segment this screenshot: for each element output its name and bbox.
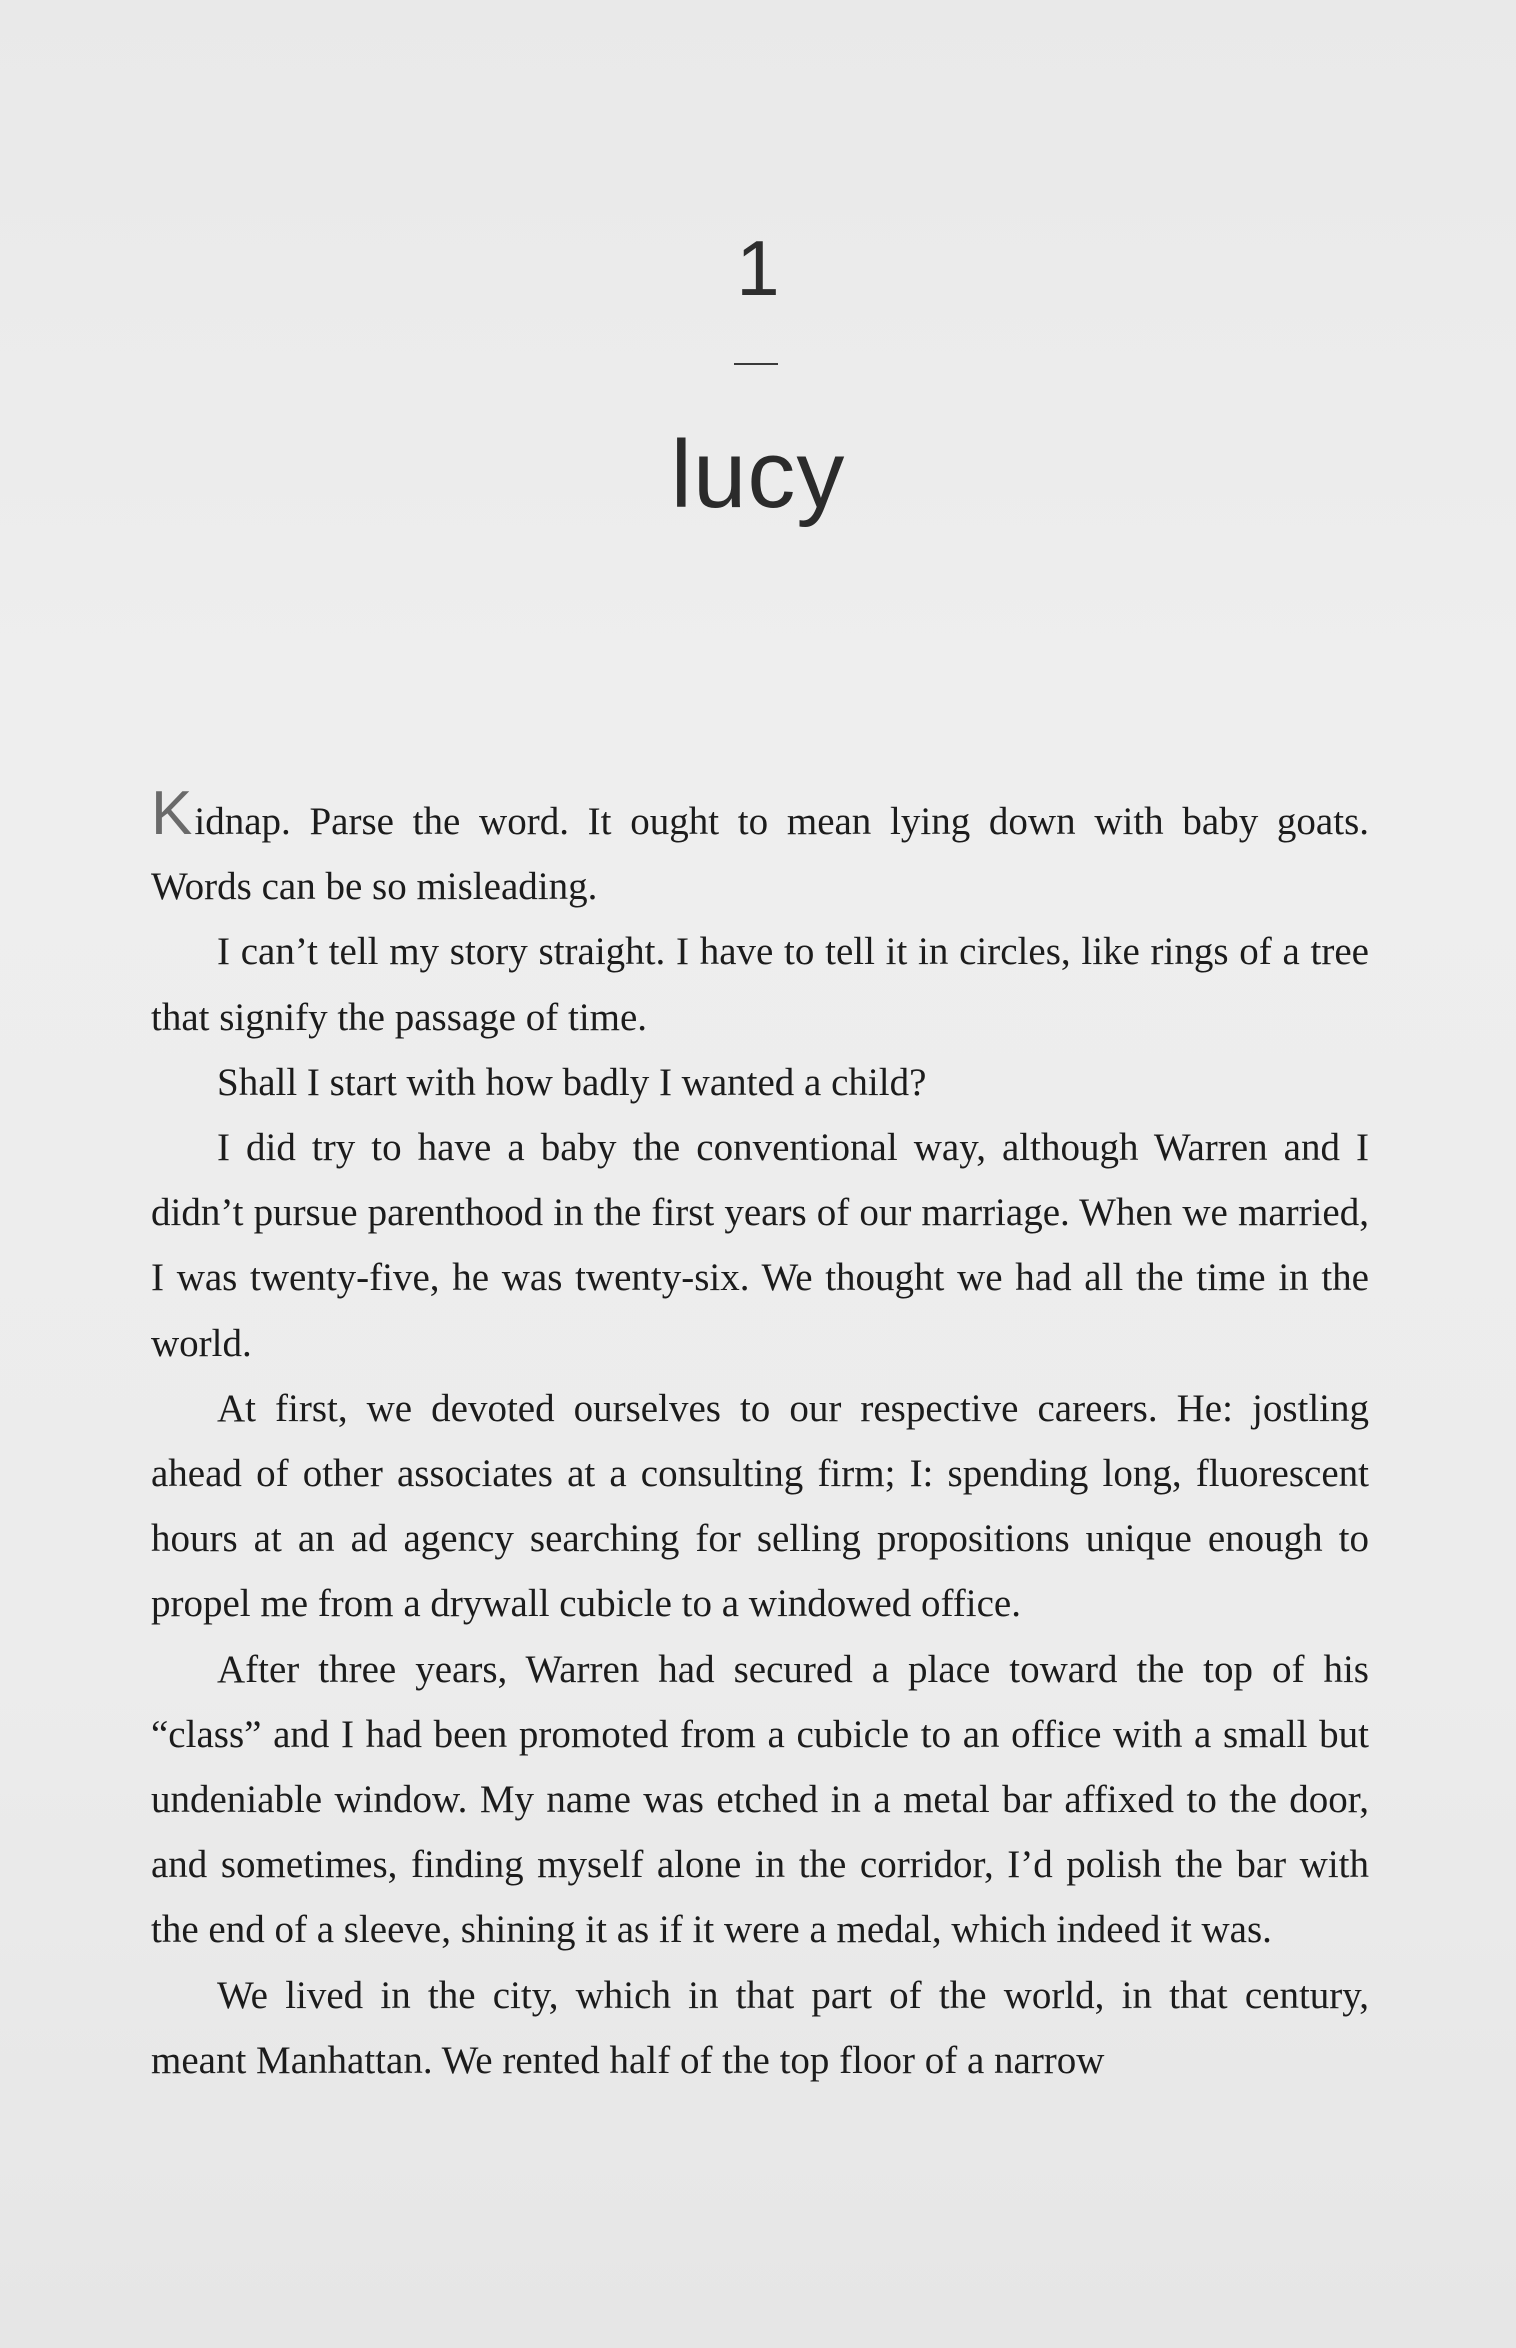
paragraph: I can’t tell my story straight. I have to tell it in circles, like rings of a tree that signify the passage of time. bbox=[151, 930, 1369, 1039]
paragraph: After three years, Warren had secured a place toward the top of his “class” and I had been promoted from a cubicle to an office with a small but undeniable window. My name was etched in a metal bar affixed to the door, and sometimes, finding myself alone in the corridor, I’d polish the bar with the end of a sleeve, shining it as if it were a medal, which indeed it was. bbox=[151, 1647, 1369, 1952]
chapter-divider bbox=[734, 363, 778, 365]
paragraph: We lived in the city, which in that part of the world, in that century, meant Manhattan. We rented half of the top floor of a narrow bbox=[151, 1973, 1369, 2082]
chapter-body bbox=[151, 779, 1369, 2093]
paragraph: I did try to have a baby the conventional way, although Warren and I didn’t pursue parenthood in the first years of our marriage. When we married, I was twenty-five, he was twenty-six. We thought we had all the time in the world. bbox=[151, 1126, 1369, 1365]
paragraph bbox=[151, 779, 1369, 919]
paragraph-text: idnap. Parse the word. It ought to mean lying down with baby goats. Words can be so misleading. bbox=[151, 800, 1369, 909]
chapter-number: 1 bbox=[736, 224, 780, 312]
opening-letter: K bbox=[151, 779, 195, 848]
paragraph: Shall I start with how badly I wanted a child? bbox=[217, 1060, 927, 1104]
chapter-title: lucy bbox=[670, 421, 846, 528]
paragraph: At first, we devoted ourselves to our respective careers. He: jostling ahead of other associates at a consulting firm; I: spending long, fluorescent hours at an ad agency searching for selling propositions unique enough to propel me from a drywall cubicle to a windowed office. bbox=[151, 1386, 1369, 1626]
